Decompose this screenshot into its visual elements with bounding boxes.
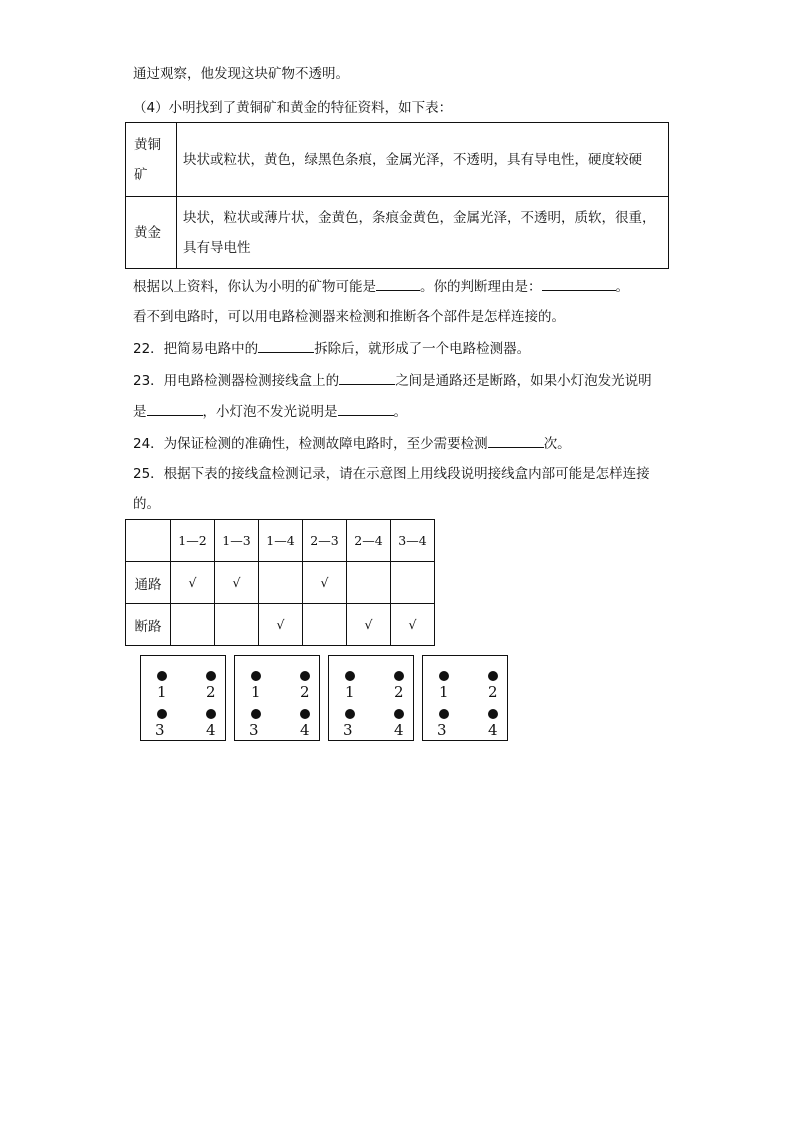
check-cell: √	[215, 562, 259, 604]
terminal-dot[interactable]	[439, 709, 449, 719]
question-4-text: （4）小明找到了黄铜矿和黄金的特征资料，如下表：	[133, 100, 453, 116]
q23-text-a: 23．用电路检测器检测接线盒上的	[133, 373, 340, 389]
answer-blank[interactable]	[339, 370, 395, 385]
terminal-dot[interactable]	[394, 671, 404, 681]
check-cell	[347, 562, 391, 604]
question-24	[133, 433, 571, 454]
q24-text-a: 24．为保证检测的准确性，检测故障电路时，至少需要检测	[133, 436, 488, 452]
column-header: 2—3	[303, 520, 347, 562]
table-row	[126, 562, 435, 604]
q22-text-b: 拆除后，就形成了一个电路检测器。	[314, 341, 531, 357]
check-cell	[303, 604, 347, 646]
terminal-label: 4	[488, 721, 498, 739]
followup-text-b: 。你的判断理由是：	[420, 279, 542, 295]
terminal-label: 1	[345, 683, 355, 701]
corner-cell	[126, 520, 171, 562]
table-row	[126, 197, 669, 269]
mineral-desc: 块状或粒状，黄色，绿黑色条痕，金属光泽，不透明，具有导电性，硬度较硬	[183, 151, 642, 168]
mineral-table	[125, 122, 669, 269]
answer-blank[interactable]	[338, 401, 394, 416]
table-row	[126, 123, 669, 197]
followup-text-a: 根据以上资料，你认为小明的矿物可能是	[133, 279, 376, 295]
check-cell	[259, 562, 303, 604]
q23-text-e: 。	[393, 404, 407, 420]
check-cell	[391, 562, 435, 604]
mineral-desc-cell	[177, 123, 669, 197]
question-4-followup	[133, 276, 629, 297]
terminal-dot[interactable]	[300, 709, 310, 719]
terminal-label: 1	[439, 683, 449, 701]
question-25-line2: 的。	[133, 496, 160, 512]
q24-text-b: 次。	[543, 436, 571, 452]
table-header-row	[126, 520, 435, 562]
answer-blank[interactable]	[488, 433, 544, 448]
terminal-dot[interactable]	[206, 671, 216, 681]
q23-text-d: ，小灯泡不发光说明是	[202, 404, 338, 420]
answer-blank[interactable]	[258, 338, 314, 353]
terminal-label: 4	[206, 721, 216, 739]
terminal-label: 3	[155, 721, 165, 739]
column-header: 3—4	[391, 520, 435, 562]
column-header: 2—4	[347, 520, 391, 562]
column-header: 1—2	[171, 520, 215, 562]
q22-text-a: 22．把简易电路中的	[133, 341, 259, 357]
q23-text-c: 是	[133, 404, 147, 420]
terminal-dot[interactable]	[439, 671, 449, 681]
check-cell	[171, 604, 215, 646]
check-cell	[215, 604, 259, 646]
note-line: 看不到电路时，可以用电路检测器来检测和推断各个部件是怎样连接的。	[133, 309, 565, 325]
terminal-dot[interactable]	[488, 671, 498, 681]
terminal-label: 2	[206, 683, 216, 701]
check-cell: √	[303, 562, 347, 604]
mineral-name: 黄铜矿	[134, 136, 161, 183]
mineral-name-cell	[126, 123, 177, 197]
question-23-line2	[133, 401, 407, 422]
terminal-dot[interactable]	[488, 709, 498, 719]
question-22	[133, 338, 530, 359]
mineral-name-cell	[126, 197, 177, 269]
terminal-dot[interactable]	[251, 709, 261, 719]
mineral-desc-cell	[177, 197, 669, 269]
q23-text-b: 之间是通路还是断路，如果小灯泡发光说明	[395, 373, 652, 389]
terminal-label: 2	[394, 683, 404, 701]
terminal-label: 4	[300, 721, 310, 739]
terminal-label: 3	[343, 721, 353, 739]
column-header: 1—3	[215, 520, 259, 562]
terminal-label: 3	[249, 721, 259, 739]
answer-blank[interactable]	[376, 276, 420, 291]
row-label: 断路	[126, 604, 171, 646]
terminal-dot[interactable]	[394, 709, 404, 719]
mineral-desc: 块状，粒状或薄片状，金黄色，条痕金黄色，金属光泽，不透明，质软，很重，具有导电性	[183, 209, 656, 256]
terminal-dot[interactable]	[345, 671, 355, 681]
junction-box-diagram[interactable]	[328, 655, 414, 741]
check-cell: √	[171, 562, 215, 604]
terminal-label: 1	[157, 683, 167, 701]
check-cell: √	[391, 604, 435, 646]
record-table	[125, 519, 435, 646]
terminal-dot[interactable]	[206, 709, 216, 719]
terminal-label: 1	[251, 683, 261, 701]
terminal-dot[interactable]	[251, 671, 261, 681]
followup-text-c: 。	[615, 279, 629, 295]
terminal-dot[interactable]	[345, 709, 355, 719]
question-25-line1: 25．根据下表的接线盒检测记录，请在示意图上用线段说明接线盒内部可能是怎样连接	[133, 466, 650, 482]
check-cell: √	[259, 604, 303, 646]
terminal-label: 4	[394, 721, 404, 739]
junction-box-diagram[interactable]	[422, 655, 508, 741]
answer-blank[interactable]	[542, 276, 616, 291]
row-label: 通路	[126, 562, 171, 604]
question-23-line1	[133, 370, 652, 391]
table-row	[126, 604, 435, 646]
junction-box-diagram[interactable]	[140, 655, 226, 741]
junction-box-diagram[interactable]	[234, 655, 320, 741]
terminal-label: 2	[300, 683, 310, 701]
check-cell: √	[347, 604, 391, 646]
terminal-dot[interactable]	[157, 709, 167, 719]
answer-blank[interactable]	[147, 401, 203, 416]
terminal-label: 3	[437, 721, 447, 739]
terminal-dot[interactable]	[300, 671, 310, 681]
mineral-name: 黄金	[134, 224, 161, 241]
terminal-dot[interactable]	[157, 671, 167, 681]
column-header: 1—4	[259, 520, 303, 562]
intro-line: 通过观察，他发现这块矿物不透明。	[133, 66, 349, 82]
terminal-label: 2	[488, 683, 498, 701]
